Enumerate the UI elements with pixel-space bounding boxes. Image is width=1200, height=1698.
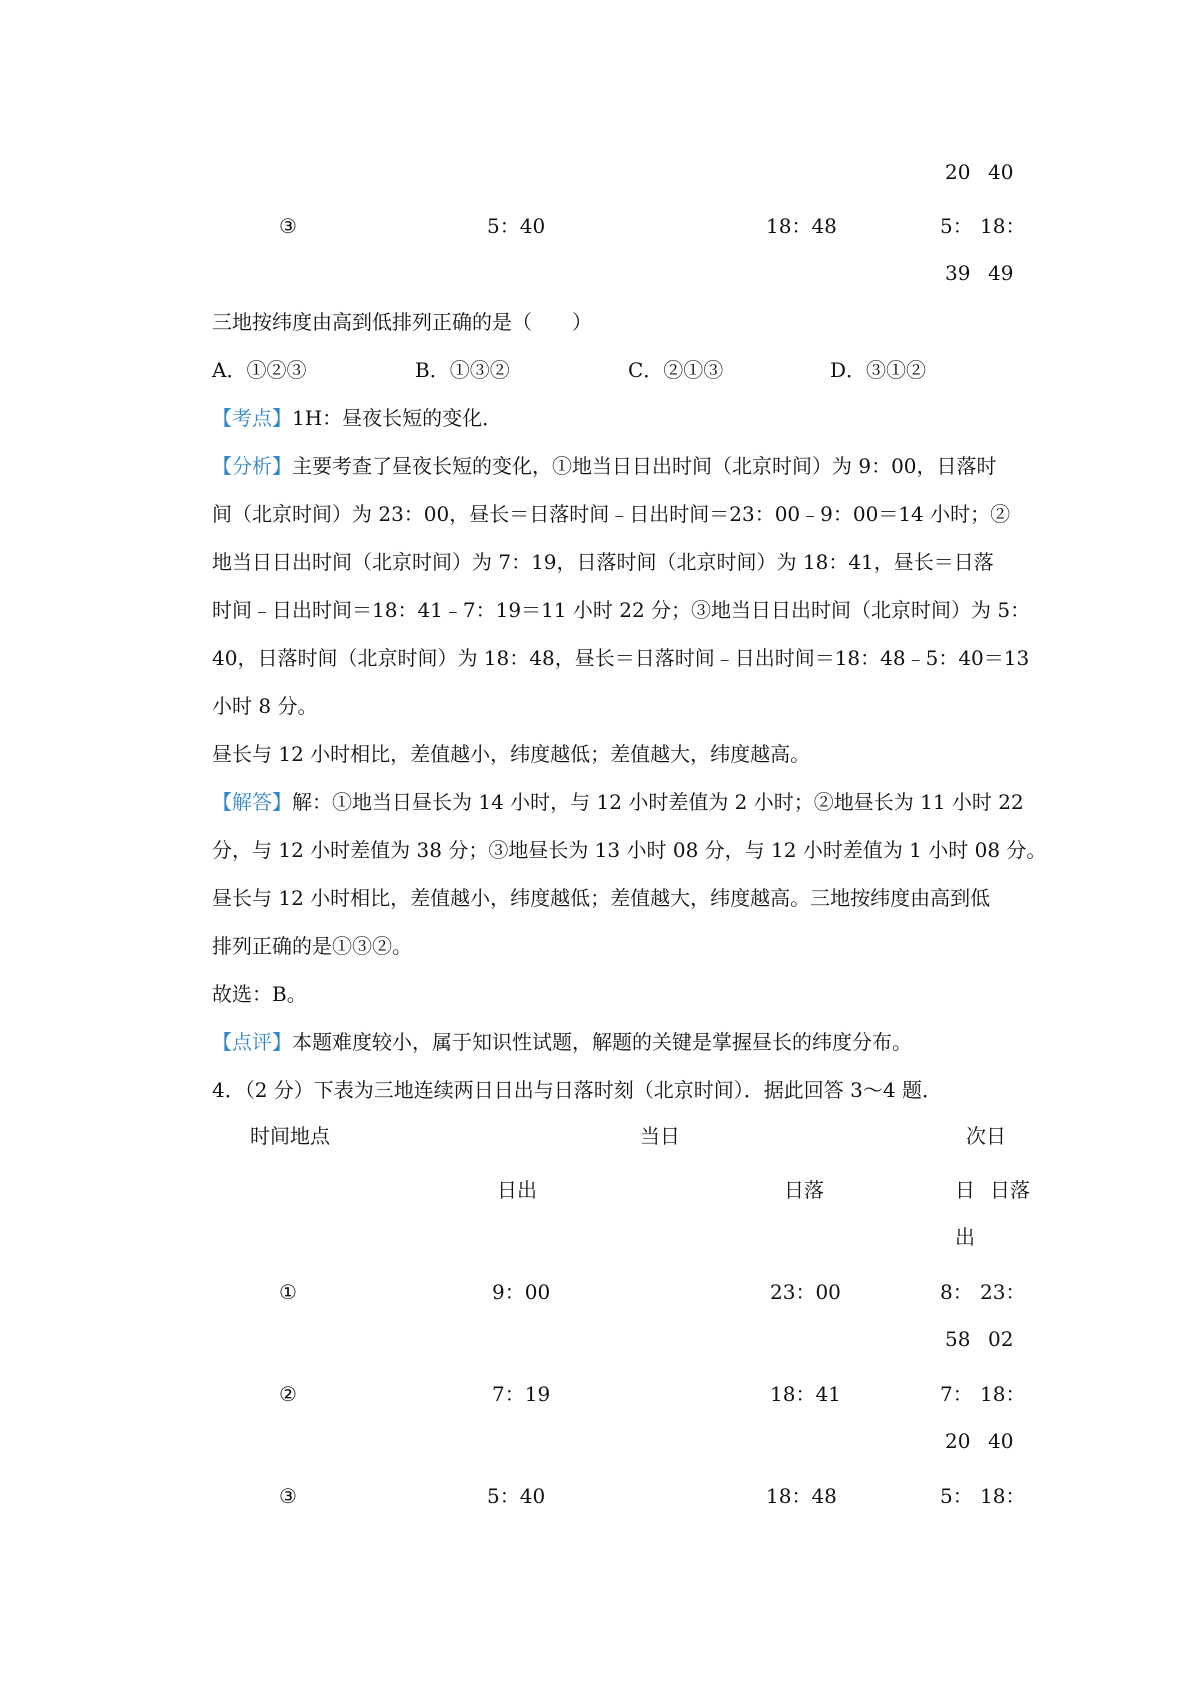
fenxi-line [212, 454, 997, 478]
option-c: C．②①③ [628, 358, 724, 382]
table-cell-next-rise: 5： [940, 1484, 973, 1508]
table-cell-rise: 5：40 [487, 214, 546, 238]
table-cell-rise: 5：40 [487, 1484, 546, 1508]
table-cell-set: 18：41 [770, 1382, 841, 1406]
table-cell-next-set: 18： [980, 1382, 1026, 1406]
table-cell-next-rise: 20 [945, 1429, 971, 1453]
table-header-next: 次日 [966, 1124, 1006, 1148]
table-subheader-next-rise: 出 [955, 1225, 975, 1249]
table-row-label: ① [279, 1280, 297, 1304]
table-cell-set: 18：48 [766, 214, 837, 238]
fenxi-line: 40，日落时间（北京时间）为 18：48，昼长＝日落时间﹣日出时间＝18：48﹣5：40＝13 [212, 646, 1030, 670]
table-row-label: ② [279, 1382, 297, 1406]
question-stem: 4．（2 分）下表为三地连续两日日出与日落时刻（北京时间）．据此回答 3～4 题． [212, 1078, 942, 1102]
table-subheader-rise: 日出 [497, 1178, 537, 1202]
table-cell-next-set: 49 [988, 261, 1014, 285]
jieda-tag: 【解答】 [212, 790, 292, 814]
table-header-day: 当日 [640, 1124, 680, 1148]
table-cell-next-set: 23： [980, 1280, 1026, 1304]
table-cell-next-set: 18： [980, 214, 1026, 238]
jieda-line: 昼长与 12 小时相比，差值越小，纬度越低；差值越大，纬度越高。三地按纬度由高到低 [212, 886, 991, 910]
table-cell-next-rise: 7： [940, 1382, 973, 1406]
table-cell-next-rise: 39 [945, 261, 971, 285]
table-header-place: 时间地点 [250, 1124, 330, 1148]
table-cell-next-rise: 20 [945, 160, 971, 184]
fenxi-line: 间（北京时间）为 23：00，昼长＝日落时间﹣日出时间＝23：00﹣9：00＝14 小时；② [212, 502, 1011, 526]
kaodian-text: 1H：昼夜长短的变化． [292, 406, 503, 430]
table-cell-set: 23：00 [770, 1280, 841, 1304]
table-cell-next-set: 18： [980, 1484, 1026, 1508]
fenxi-line: 时间﹣日出时间＝18：41﹣7：19＝11 小时 22 分；③地当日日出时间（北京时间）为 5： [212, 598, 1031, 622]
fenxi-text: 主要考查了昼夜长短的变化，①地当日日出时间（北京时间）为 9：00，日落时 [292, 454, 997, 478]
jieda-line: 分，与 12 小时差值为 38 分；③地昼长为 13 小时 08 分，与 12 小时差值为 1 小时 08 分。 [212, 838, 1047, 862]
dianping-paragraph [212, 1030, 912, 1054]
kaodian-paragraph [212, 406, 502, 430]
jieda-line [212, 790, 1024, 814]
answer-text: 故选：B。 [212, 982, 307, 1006]
table-cell-next-rise: 8： [940, 1280, 973, 1304]
fenxi-line: 小时 8 分。 [212, 694, 318, 718]
table-cell-next-rise: 58 [945, 1327, 971, 1351]
option-b: B．①③② [415, 358, 510, 382]
table-row-label: ③ [279, 1484, 297, 1508]
table-subheader-next-rise: 日 [955, 1178, 975, 1202]
question-text: 三地按纬度由高到低排列正确的是（ ） [212, 310, 592, 334]
dianping-tag: 【点评】 [212, 1030, 292, 1054]
table-cell-rise: 7：19 [492, 1382, 551, 1406]
table-subheader-set: 日落 [784, 1178, 824, 1202]
table-cell-set: 18：48 [766, 1484, 837, 1508]
table-cell-next-set: 40 [988, 160, 1014, 184]
table-cell-next-set: 40 [988, 1429, 1014, 1453]
jieda-line: 排列正确的是①③②。 [212, 934, 412, 958]
table-row-label: ③ [279, 214, 297, 238]
fenxi-line: 地当日日出时间（北京时间）为 7：19，日落时间（北京时间）为 18：41，昼长＝日落 [212, 550, 994, 574]
kaodian-tag: 【考点】 [212, 406, 292, 430]
table-cell-rise: 9：00 [492, 1280, 551, 1304]
option-d: D．③①② [830, 358, 927, 382]
table-subheader-next-set: 日落 [990, 1178, 1030, 1202]
table-cell-next-set: 02 [988, 1327, 1014, 1351]
option-a: A．①②③ [212, 358, 307, 382]
table-cell-next-rise: 5： [940, 214, 973, 238]
fenxi-tag: 【分析】 [212, 454, 292, 478]
dianping-text: 本题难度较小，属于知识性试题，解题的关键是掌握昼长的纬度分布。 [292, 1030, 912, 1054]
fenxi-line: 昼长与 12 小时相比，差值越小，纬度越低；差值越大，纬度越高。 [212, 742, 811, 766]
jieda-text: 解：①地当日昼长为 14 小时，与 12 小时差值为 2 小时；②地昼长为 11 小时 22 [292, 790, 1024, 814]
